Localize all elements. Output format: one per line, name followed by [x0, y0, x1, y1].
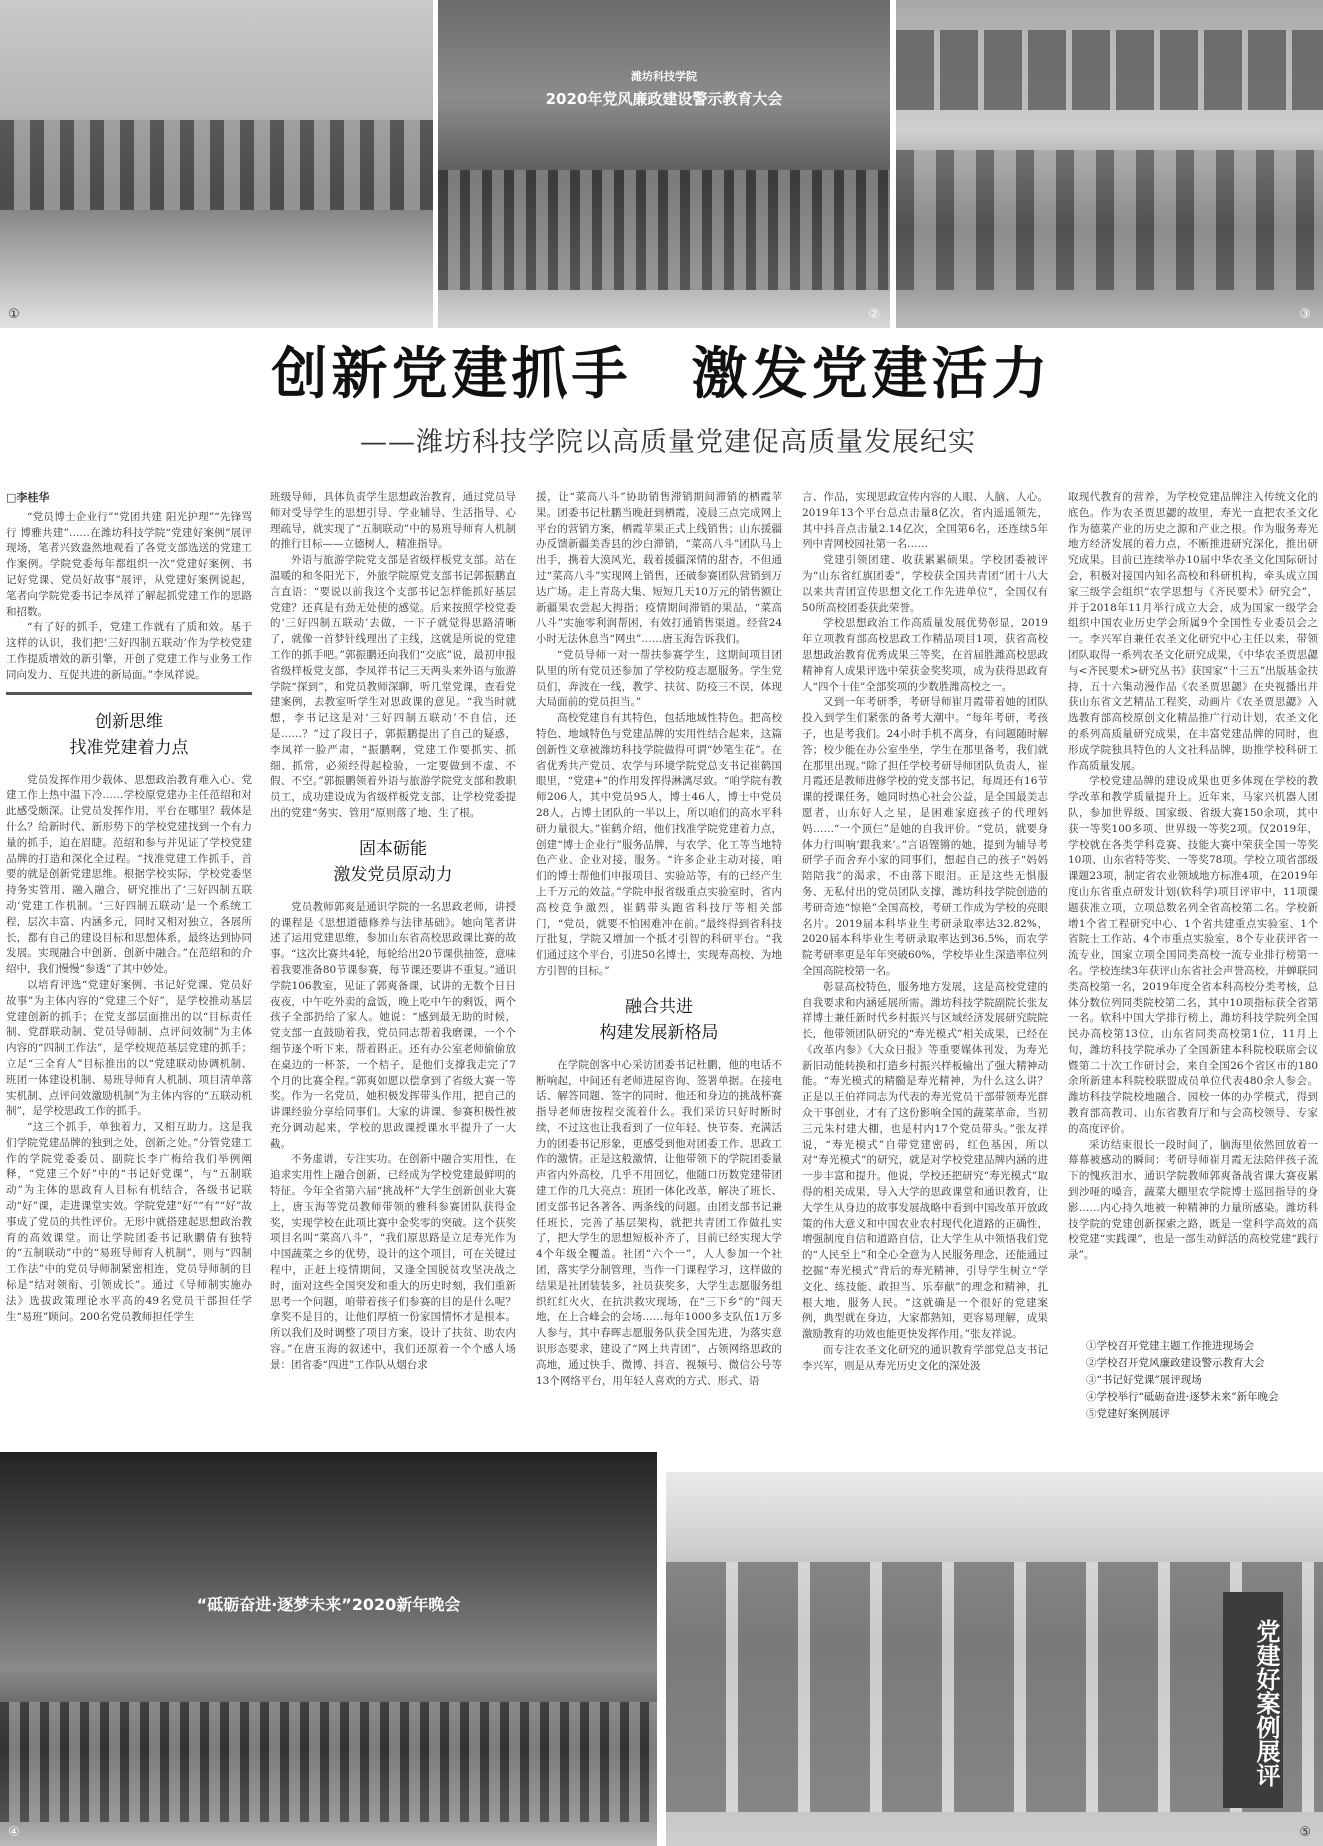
photo-2: [438, 0, 890, 328]
author-byline: □李桂华: [6, 491, 50, 504]
photo-number: ④: [8, 1825, 20, 1840]
paragraph: 党建引领团建、收获累累硕果。学校团委被评为“山东省红旗团委”，学校获全国共青团“团十八大以来共青团宣传思想文化工作先进单位”，全国仅有50所高校团委获此荣誉。: [802, 554, 1048, 614]
section-heading-line-2: 找准党建着力点: [69, 737, 189, 758]
paragraph: “这三个抓手，单独着力，又相互助力。这是我们学院党建品牌的独到之处，创新之处。”分管党建工作的学院党委委员、副院长李广梅给我们举例阐释，“党建三个好”中的“书记好党课”，与“五制联动”为主体的思政育人目标有机结合，各级书记联动“好”课，走进课堂实效。学院党建“好”“有”“好”故事成了党员的共性评价。无形中就搭建起思想政治教育的高效课堂。而让学院团委书记耿鹏倩有独特的“五制联动”中的“易班导师育人机制”，则与“四制工作法”中的党员导师制紧密相连，党员导师制的目标是“结对领衔、引领成长”。通过《导师制实施办法》选拔政策理论水平高的49名党员干部担任学生“易班”顾问。200名党员教师担任学生: [6, 1121, 252, 1323]
paragraph: 班级导师，具体负责学生思想政治教育，通过党员导师对受导学生的思想引导、学业辅导、生活指导、心理疏导，就实现了“五制联动”中的易班导师育人机制的推行目标——立德树人，精准指导。: [270, 491, 516, 551]
paragraph: “有了好的抓手，党建工作就有了质和效。基于这样的认识，我们把‘三好四制五联动’作为学校党建工作提质增效的新引擎，开创了党建工作与业务工作同向发力、互促共进的新局面。”李凤祥说。: [6, 621, 252, 681]
paragraph: 援，让“菜高八斗”协助销售滞销期间滞销的栖霞苹果。团委书记杜鹏当晚赶到栖霞，凌晨三点完成网上平台的营销方案，栖霞苹果正式上线销售；山东援疆办反馈新疆美香县的沙白滞销，“菜高八斗”团队马上出手，携着大漠风光，载着援疆深情的甜杏，不但通过“菜高八斗”实现网上销售，还破参赛团队营销到万达广场。走上青岛大集、短短几天10万元的销售额让新疆果农尝起大拇指；疫情期间滞销的果品，“菜高八斗”实施零利润帮困，有效打通销售渠道。经营24小时无法休息当“网虫”……唐玉海告诉我们。: [536, 491, 782, 646]
paragraph: 采访结束很长一段时间了，脑海里依然回放着一幕幕被感动的瞬间：考研导师崔月霞无法陪伴孩子流下的愧疚泪水，通识学院教师郭爽备战省课大赛夜累到沙哑的嗓音，蔬菜大棚里农学院博士巡回指导的身影……内心持久地被一种精神的力量所感染。潍坊科技学院的党建创新探索之路，既是一堂科学高效的高校党建“实践课”，也是一部生动鲜活的高校党建“践行录”。: [1068, 1138, 1318, 1262]
paragraph: “党员导师一对一帮扶参赛学生，这期间项目团队里的所有党员还参加了学校防疫志愿服务。学生党员们，奔波在一线，教学、扶贫、防疫三不误，体现大局面前的党员担当。”: [536, 648, 782, 709]
photo-2-banner: 2020年党风廉政建设警示教育大会: [545, 90, 783, 108]
caption: ⑤党建好案例展评: [1086, 1408, 1170, 1420]
photo-2-banner-top: 潍坊科技学院: [631, 70, 697, 83]
paragraph: 取现代教育的营养，为学校党建品牌注入传统文化的底色。作为农圣贾思勰的故里，寿光一直把农圣文化作为德菜产业的历史之源和产业之根。作为服务寿光地方经济发展的着力点，不断推进研究深化，推出研究成果。目前已连续举办10届中华农圣文化国际研讨会，积极对接国内知名高校和科研机构，牵头成立国家三级学会组织“农学思想与《齐民要术》研究会”，并于2018年11月举行成立大会，成为国家一级学会组织中国农业历史学会所属9个全国性专业委员会之一。李兴军自兼任农圣文化研究中心主任以来，带领团队取得一系列农圣文化研究成果，《中华农圣贾思勰与<齐民要术>研究丛书》获国家“十三五”出版基金扶持，五十六集动漫作品《农圣贾思勰》在央视播出并获山东省文艺精品工程奖，动画片《农圣贾思勰》入选教育部高校原创文化精品推广行动计划，农圣文化的系列高质量研究成果，在丰富党建品牌的同时，也形成学院独具特色的人文社科品牌，助推学校科研工作高质量发展。: [1068, 491, 1318, 772]
photo-4-banner: “砥砺奋进·逐梦未来”2020新年晚会: [196, 1595, 461, 1614]
article-column-2: [270, 490, 516, 1374]
paragraph: 党员发挥作用少载体、思想政治教育难入心、党建工作上热中温下冷……学校原党建办主任范绍和对此感受颇深。让党员发挥作用，平台在哪里？载体是什么？给新时代、新形势下的学校党建找到一个有力量的抓手，迫在眉睫。范绍和参与并见证了学校党建品牌的打造和深化全过程。“找准党建工作抓手，首要的就是创新党建思维。根据学校实际，学校党委坚持务实管用、融入融合，研究推出了‘三好四制五联动’党建工作机制。‘三好四制五联动’是一个系统工程，层次丰富、内涵多元，同时又相对独立，各展所长，都有自己的建设目标和思想体系，最终达到协同发展。实现融合中创新、创新中融合。”在范绍和的介绍中，我们慢慢“参透”了其中妙处。: [6, 773, 252, 976]
paragraph: “党员博士企业行”“党团共建 阳光护理”“先锋骂行 博雅共建”……在潍坊科技学院“党建好案例”展评现场，笔者兴致盎然地观看了各党支部选送的党建工作案例。学院党委每年都组织一次“党建好案例、书记好党课、党员好故事”展评，从党建好案例说起，笔者向学院党委书记李凤祥了解起抓党建工作的思路和招数。: [6, 510, 252, 618]
article-column-3: [536, 490, 782, 1389]
caption: ④学校举行“砥砺奋进·逐梦未来”新年晚会: [1086, 1391, 1279, 1403]
section-heading: [6, 709, 252, 761]
article-column-1: [6, 490, 252, 1325]
subheadline: ——潍坊科技学院以高质量党建促高质量发展纪实: [360, 427, 976, 458]
photo-number: ②: [868, 307, 880, 322]
paragraph: 高校党建自有其特色，包括地域性特色。把高校特色、地域特色与党建品牌的实用性结合起来，这篇创新性文章被潍坊科技学院做得可谓“妙笔生花”。在省优秀共产党员、农学与环境学院党总支书记崔鹤国眼里，“党建+”的作用发挥得淋漓尽致。“咱学院有教师206人，其中党员95人，博士46人，博士中党员28人，占博士团队的一半以上，所以咱们的高水平科研力量很大。”崔鹤介绍，他们找准学院党建着力点，创建“博士企业行”服务品牌，与农学、化工等当地特色产业、企业对接，服务。“许多企业主动对接，咱们的博士帮他们申报项目、实验站等，有的已经产生上千万元的效益。”学院申报省级重点实验室时，省内高校竞争激烈，崔鹤带头跑省科技厅等相关部门，“党员，就要不怕困难冲在前。”最终得到省科技厅批复，学院又增加一个抵才引智的科研平台。“我们通过这个平台，引进50名博士，实现寿高校、为地方引智的目标。”: [536, 712, 782, 977]
section-heading-line-2: 构建发展新格局: [599, 1022, 719, 1043]
photo-4: [0, 1452, 657, 1846]
photo-number: ①: [8, 307, 20, 322]
paragraph: 在学院创客中心采访团委书记杜鹏，他的电话不断响起，中间还有老师进屋咨询、签署单据。在接电话、解答同题、签字的同时，他还和身边的挑战杯赛指导老师唐按程交流着什么。我们采访只好时断时续，不过这也让我看到了一位年轻、快节奏、充满活力的团委书记形象，更感受到他对团委工作、思政工作的激情。正是这般激情，让他带领下的学院团委量声省内外高校，几乎不用回忆，他随口历数党建带团建工作的几大亮点：班团一体化改革，解决了班长、团支部书记各著各、两条线的问题。由团支部书记兼任班长，完善了基层架构，就把共青团工作做扎实了，把大学生的思想短板补齐了，目前已经实现大学4个年级全覆盖。社团“六个一”，人人参加一个社团，落实学分制管理，当作一门课程学习，这样做的结果是社团装装多，社员获奖多，大学生志愿服务组织红红火火，在抗洪救灾现场，在“三下乡”的“闯天地，在上合峰会的会场……每年1000多支队伍1万多人参与，其中春晖志愿服务队获全国先进，为落实意识形态要求，建设了“网上共青团”，占领网络思政的高地，通过快手、微博、抖音、视频号、微信公号等13个网络平台，用年轻人喜欢的方式、形式、语: [536, 1058, 782, 1387]
photo-5-board: 党建好案例展评: [1223, 1592, 1283, 1808]
article-column-5: [1068, 490, 1318, 1264]
paragraph: 以培育评选“党建好案例、书记好党课、党员好故事”为主体内容的“党建三个好”，是学校推动基层党建创新的抓手；在党支部层面推出的以“目标责任制、党群联动制、党员导师制、点评问效制”为主体内容的“四制工作法”，是学校规范基层党建的抓手；立足“三全育人”目标推出的以“党建联动协调机制、班团一体建设机制、易班导师育人机制、项目清单落实机制、点评问效激励机制”为主体内容的“五联动机制”，是学校思政工作的抓手。: [6, 978, 252, 1118]
paragraph: 言、作品，实现思政宣传内容的人眼、人脑、人心。2019年13个平台总点击量8亿次，省内遥遥领先，其中抖音点击量2.14亿次，全国第6名，还连续5年列中青网校园社第一名……: [802, 491, 1048, 551]
caption: ③“书记好党课”展评现场: [1086, 1374, 1202, 1386]
photo-number: ③: [1299, 307, 1311, 322]
paragraph: 彰显高校特色，服务地方发展，这是高校党建的自我要求和内涵延展所需。潍坊科技学院副院长张友祥博士兼任新时代乡村振兴与区域经济发展研究院院长，他带领团队研究的“寿光模式”相关成果，已经在《改革内参》《大众日报》等重要媒体刊发，为寿光新旧动能转换和打造乡村振兴样板输出了强大精神动能。“寿光模式的精髓是寿光精神，为什么这么讲？正是以王伯祥同志为代表的寿光党员干部带领寿光群众干事创业，才有了这份影响全国的蔬菜革命，当初三元朱村建大棚，也是村内17个党员带头。”张友祥说，“寿光模式”自带党建密码，红色基因，所以对“寿光模式”的研究，就是对学校党建品牌内涵的进一步丰富和提升。他说，学校还把研究“寿光模式”取得的相关成果，导入大学的思政课堂和通识教育，让大学生从身边的故事发展战略中看到中国改革开放政策的伟大意义和中国农业农村现代化道路的正确性，增强制度自信和道路自信，让大学生从中领悟我们党的“人民至上”和全心全意为人民服务理念，还能通过挖掘“寿光模式”背后的寿光精神，引导学生树立“学文化、练技能、敢担当、乐奉献”的理念和精神，扎根大地，服务人民。“这就确是一个很好的党建案例，典型就在身边，大家都熟知，更容易理解，成果激励教育的功效也能更快发挥作用。”张友祥说。: [802, 980, 1048, 1341]
headline: 创新党建抓手 激发党建活力: [271, 342, 1052, 407]
paragraph: 外语与旅游学院党支部是省级样板党支部。站在温暖的和冬阳光下，外旅学院原党支部书记郭振鹏直言直语：“要说以前我这个支部书记怎样能抓好基层党建？还真是有劲无处使的感觉。后来按照学校党委的‘三好四制五联动’去做，一下子就觉得思路清晰了，就像一首梦针线理出了主线，这就是所说的党建工作的抓手吧。”郭振鹏还向我们“交底”说，最初申报省级样板党支部，李凤祥书记三天两头来外语与旅游学院“探到”，和党员教师深聊，听几堂党课，查看党建案例，去教室听学生对思政课的意见。“我当时就想，李书记这是对‘三好四制五联动’不自信，还是……？”过了段日子，郭振鹏提出了自己的疑惑，李凤祥一脸严肃，“振鹏啊，党建工作要抓实、抓细、抓常，必须经得起检验，一定要做到不虚、不假、不空。”郭振鹏领着外语与旅游学院党支部和教职员工，成功建设成为省级样板党支部，让学校党委提出的党建“务实、管用”原则落了地、生了根。: [270, 554, 516, 819]
paragraph: 学校思想政治工作高质量发展优势彰显，2019年立项教育部高校思政工作精品项目1项，获省高校思想政治教育优秀成果三等奖，在首届胜潍高校思政精神育人成果评选中荣获金奖奖项，成为获得思政育人“四个十佳”全部奖项的少数胜潍高校之一。: [802, 617, 1048, 693]
section-divider: [6, 692, 252, 695]
article-column-4: [802, 490, 1048, 1375]
paragraph: 学校党建品牌的建设成果也更多体现在学校的教学改革和教学质量提升上。近年来，马家兴机器人团队，参加世界级、国家级、省级大赛150余项，其中获一等奖100多项、世界级一等奖2项。仅2019年，学校就在各类学科竞赛、技能大赛中荣获全国一等奖10项、山东省特等奖、一等奖78项。学校立项省部级课题23项，制定省农业领域地方标准4项，在2019年度山东省重点研发计划(软科学)项目评审中，11项课题获准立项，立项总数名列全省高校第二名。学校新增1个省工程研究中心、1个省共建重点实验室、1个省院士工作站、4个市重点实验室，8个专业获评省一流专业，国家立项全国同类高校一流专业排行榜第一名。学校连续3年获评山东省社会声誉高校，并蝉联同类高校第一名，2019年度全省本科高校分类考核，总体分数位列同类院校第二名，其中10项指标获全省第一名。软科中国大学排行榜上，潍坊科技学院列全国民办高校第13位，山东省同类高校第1位，11月上旬，潍坊科技学院承办了全国新建本科院校联席会议暨第二十次工作研讨会，来自全国26个省区市的180余所新建本科院校联盟成员单位代表480余人参会。潍坊科技学院校地融合、园校一体的办学模式，得到教育部高教司、山东省教育厅和与会高校领导、专家的高度评价。: [1068, 775, 1318, 1135]
caption: ②学校召开党风廉政建设警示教育大会: [1086, 1357, 1265, 1369]
photo-number: ⑤: [1299, 1825, 1311, 1840]
caption: ①学校召开党建主题工作推进现场会: [1086, 1340, 1254, 1352]
photo-3: [896, 0, 1323, 328]
section-heading-line-1: 创新思维: [95, 711, 163, 732]
paragraph: 党员教师郭爽是通识学院的一名思政老师，讲授的课程是《思想道德修养与法律基础》。她向笔者讲述了运用党建思维，参加山东省高校思政课比赛的故事。“这次比赛共4轮，每轮给出20节课供抽签，意味着我要准备80节课参赛，每节课还要讲不重复。”通识学院106教室，见证了郭爽备课，试讲的无数个日日夜夜，中午吃外卖的盒饭，晚上吃中午的剩饭，两个孩子全部扔给了家人。她说：“感到最无助的时候，党支部一直鼓励着我，党员同志帮着我磨课，一个个细节逐个听下来，帮着斟正。还有办公室老师偷偷放在桌边的一杯茶，一个桔子，是他们支撑我走完了7个月的比赛全程。”郭爽如愿以偿拿到了省级大赛一等奖。作为一名党员，她积极发挥带头作用，把自己的讲课经验分享给同事们。大家的讲课、参赛积极性被充分调动起来，学校的思政课授课水平提升了一大截。: [270, 900, 516, 1150]
paragraph: 不务虚谱，专注实功。在创新中融合实用性，在追求实用性上融合创新，已经成为学校党建最鲜明的特征。今年全省第六届“挑战杯”大学生创新创业大赛上，唐玉海等党员教师带领的雅科参赛团队获得金奖，实现学校在此项比赛中金奖零的突破。这个获奖项目名叫“菜高八斗”，“我们原思路是立足寿光作为中国蔬菜之乡的优势，设计的这个项目，可在关键过程中，正赶上疫情期间，又逢全国脱贫攻坚决战之时，面对这些全国突发和重大的历史时刻，我们重新思考一个问题，咱带着孩子们参赛的目的是什么呢？拿奖不是目的，让他们厚植一份家国情怀才是根本。所以我们及时调整了项目方案，设计了扶贫、助农内容。”在唐玉海的叙述中，我们还原着一个个感人场景：团省委“四进”工作队从烟台求: [270, 1153, 516, 1371]
section-heading-line-2: 激发党员原动力: [333, 864, 453, 885]
photo-captions: [1086, 1338, 1316, 1423]
paragraph: 而专注农圣文化研究的通识教育学部党总支书记李兴军，则是从寿光历史文化的深处汲: [802, 1344, 1048, 1372]
paragraph: 又到一年考研季，考研导师崔月霞带着她的团队投入到学生们紧张的备考大潮中。“每年考研，考孩子，也是考我们。24小时手机不离身，有问题随时解答；校少能在办公室坐坐，学生在那里备考，我们就在那里出现。”除了担任学校考研导师团队负责人，崔月霞还是教师进修学校的党支部书记，每周还有16节课的授课任务，她同时热心社会公益，是全国最美志愿者，山东好人之星，是困难家庭孩子的代理妈妈……“一个顶仨”是她的自我评价。“党员，就要身体力行叫响‘跟我来’。”言语铿锵的她，提到为辅导考研学子而舍弃小家的同事们，想起自己的孩子“妈妈陪陪我”的渴求，不由落下眼泪。正是这些无惧服务、无私付出的党员团队支撑，潍坊科技学院创造的考研奇迹“惊艳”全国高校，考研工作成为学校的亮眼名片。2019届本科毕业生考研录取率达32.82%，2020届本科毕业生考研录取率达到36.5%，而农学院考研率更是年年突破60%，学校毕业生深造率位列全国高院校第一名。: [802, 696, 1048, 977]
section-heading: [270, 836, 516, 888]
section-heading-line-1: 固本砺能: [359, 838, 427, 859]
photo-1: [0, 0, 433, 328]
section-heading-line-1: 融合共进: [625, 996, 693, 1017]
photo-5: [666, 1472, 1323, 1846]
section-heading: [536, 994, 782, 1046]
